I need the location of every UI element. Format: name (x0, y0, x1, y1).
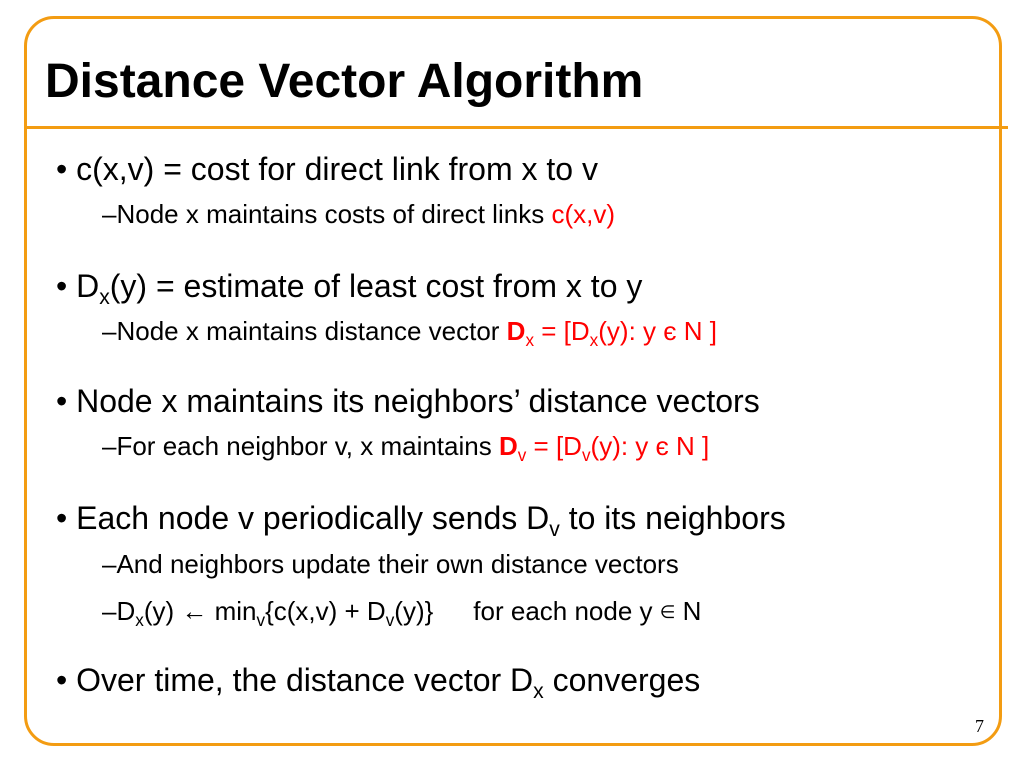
formula-part: (y): y є N ] (598, 316, 717, 346)
bullet-1 (56, 149, 598, 189)
title-divider (24, 126, 1008, 129)
bullet-text: converges (543, 662, 701, 698)
neighbor-vector-formula (498, 431, 710, 465)
bullet-var: D (76, 268, 100, 304)
bullet-1-sub-1 (102, 198, 615, 230)
vector-symbol: D (506, 316, 526, 346)
sub-bullet-text: Node x maintains distance vector (116, 316, 507, 346)
bullet-3 (56, 381, 760, 421)
vector-subscript: x (525, 330, 535, 350)
bullet-text: Each node v periodically sends D (76, 500, 550, 536)
bullet-3-sub-1 (102, 430, 710, 465)
equation-part: (y)} (394, 596, 434, 626)
bullet-5 (56, 660, 701, 704)
bullet-marker: • (56, 500, 68, 536)
equation-qualifier: N (675, 596, 702, 626)
sub-bullet-dash: – (102, 596, 117, 626)
formula-part: = [D (534, 316, 590, 346)
bullet-marker: • (56, 151, 68, 187)
vector-symbol: D (498, 431, 518, 461)
bullet-var-subscript: x (99, 286, 110, 310)
formula-part: = [D (526, 431, 582, 461)
bullet-2-sub-1 (102, 315, 717, 350)
bullet-marker: • (56, 383, 68, 419)
sub-bullet-dash: – (102, 316, 117, 346)
bullet-marker: • (56, 268, 68, 304)
vector-subscript: v (517, 445, 527, 465)
bullet-text-subscript: v (549, 518, 560, 542)
highlight-term: c(x,v) (551, 199, 615, 229)
bullet-2 (56, 266, 643, 310)
sub-bullet-dash: – (102, 199, 117, 229)
bullet-text: (y) = estimate of least cost from x to y (109, 268, 643, 304)
equation-subscript: v (256, 610, 266, 630)
equation-qualifier: for each node y (473, 596, 660, 626)
equation-part: (y) ← min (143, 596, 257, 626)
formula-subscript: x (589, 330, 599, 350)
bullet-4-sub-1 (102, 548, 679, 580)
sub-bullet-text: For each neighbor v, x maintains (116, 431, 499, 461)
bullet-text-subscript: x (533, 680, 544, 704)
bullet-text: to its neighbors (559, 500, 786, 536)
bullet-text: c(x,v) = cost for direct link from x to v (76, 151, 598, 187)
bullet-4 (56, 498, 786, 542)
bullet-4-sub-2 (102, 595, 701, 630)
sub-bullet-text: Node x maintains costs of direct links (116, 199, 552, 229)
equation-part: D (116, 596, 136, 626)
element-of-symbol: ∈ (659, 602, 676, 622)
formula-subscript: v (581, 445, 591, 465)
bullet-marker: • (56, 662, 68, 698)
bellman-ford-equation (116, 596, 434, 630)
equation-part: {c(x,v) + D (265, 596, 386, 626)
distance-vector-formula (506, 316, 717, 350)
page-number: 7 (975, 716, 984, 736)
equation-subscript: v (385, 610, 395, 630)
sub-bullet-dash: – (102, 431, 117, 461)
formula-part: (y): y є N ] (590, 431, 710, 461)
sub-bullet-text: And neighbors update their own distance vectors (116, 549, 679, 579)
sub-bullet-dash: – (102, 549, 117, 579)
equation-subscript: x (135, 610, 144, 630)
slide-title: Distance Vector Algorithm (45, 55, 644, 108)
bullet-text: Node x maintains its neighbors’ distance vectors (76, 383, 760, 419)
bullet-text: Over time, the distance vector D (76, 662, 534, 698)
